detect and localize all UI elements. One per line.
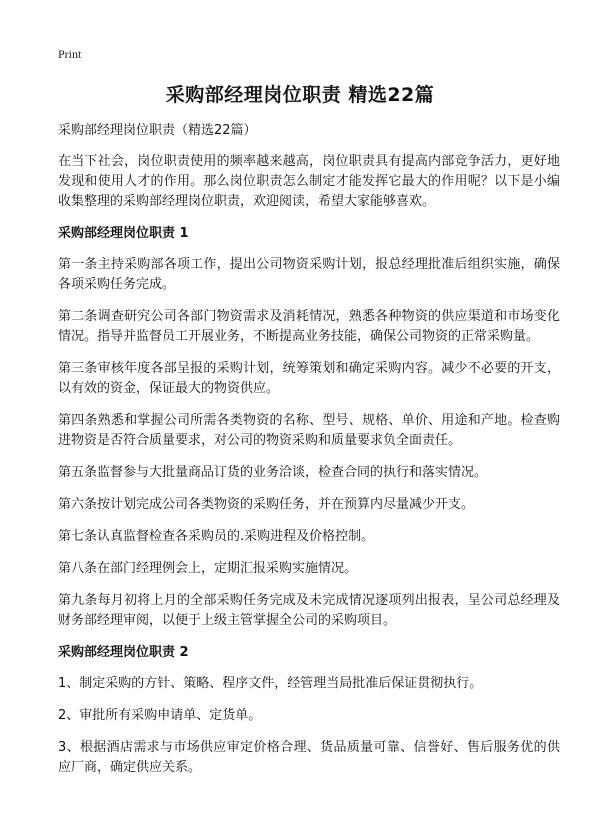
article-body [58, 121, 560, 790]
list-item: 第一条主持采购部各项工作，提出公司物资采购计划，报总经理批准后组织实施，确保各项采购任务完成。 [58, 257, 560, 292]
page-title: 采购部经理岗位职责 精选22篇 [165, 84, 435, 106]
list-item: 第二条调查研究公司各部门物资需求及消耗情况，熟悉各种物资的供应渠道和市场变化情况。指导并监督员工开展业务，不断提高业务技能，确保公司物资的正常采购量。 [58, 309, 560, 344]
list-item: 第五条监督参与大批量商品订货的业务洽谈，检查合同的执行和落实情况。 [58, 465, 488, 480]
list-item: 第九条每月初将上月的全部采购任务完成及未完成情况逐项列出报表，呈公司总经理及财务部经理审阅，以便于上级主管掌握全公司的采购项目。 [58, 593, 560, 628]
list-item: 第六条按计划完成公司各类物资的采购任务，并在预算内尽量减少开支。 [58, 497, 475, 512]
print-link[interactable]: Print [58, 47, 82, 61]
list-item: 第四条熟悉和掌握公司所需各类物资的名称、型号、规格、单价、用途和产地。检查购进物资是否符合质量要求，对公司的物资采购和质量要求负全面责任。 [58, 413, 560, 448]
list-item: 第三条审核年度各部呈报的采购计划，统筹策划和确定采购内容。减少不必要的开支，以有效的资金，保证最大的物资供应。 [58, 361, 560, 396]
article-subtitle: 采购部经理岗位职责（精选22篇） [58, 123, 257, 138]
section-heading-1: 采购部经理岗位职责 1 [58, 226, 189, 241]
list-item: 第八条在部门经理例会上，定期汇报采购实施情况。 [58, 561, 358, 576]
list-item: 1、制定采购的方针、策略、程序文件，经管理当局批准后保证贯彻执行。 [58, 676, 483, 691]
list-item: 第七条认真监督检查各采购员的.采购进程及价格控制。 [58, 529, 375, 544]
intro-paragraph: 在当下社会，岗位职责使用的频率越来越高，岗位职责具有提高内部竞争活力，更好地发现和使用人才的作用。那么岗位职责怎么制定才能发挥它最大的作用呢？以下是小编收集整理的采购部经理岗位职责，欢迎阅读，希望大家能够喜欢。 [58, 154, 560, 209]
section-heading-2: 采购部经理岗位职责 2 [58, 645, 189, 660]
list-item: 3、根据酒店需求与市场供应审定价格合理、货品质量可靠、信誉好、售后服务优的供应厂商，确定供应关系。 [58, 740, 560, 775]
list-item: 2、审批所有采购申请单、定货单。 [58, 708, 262, 723]
